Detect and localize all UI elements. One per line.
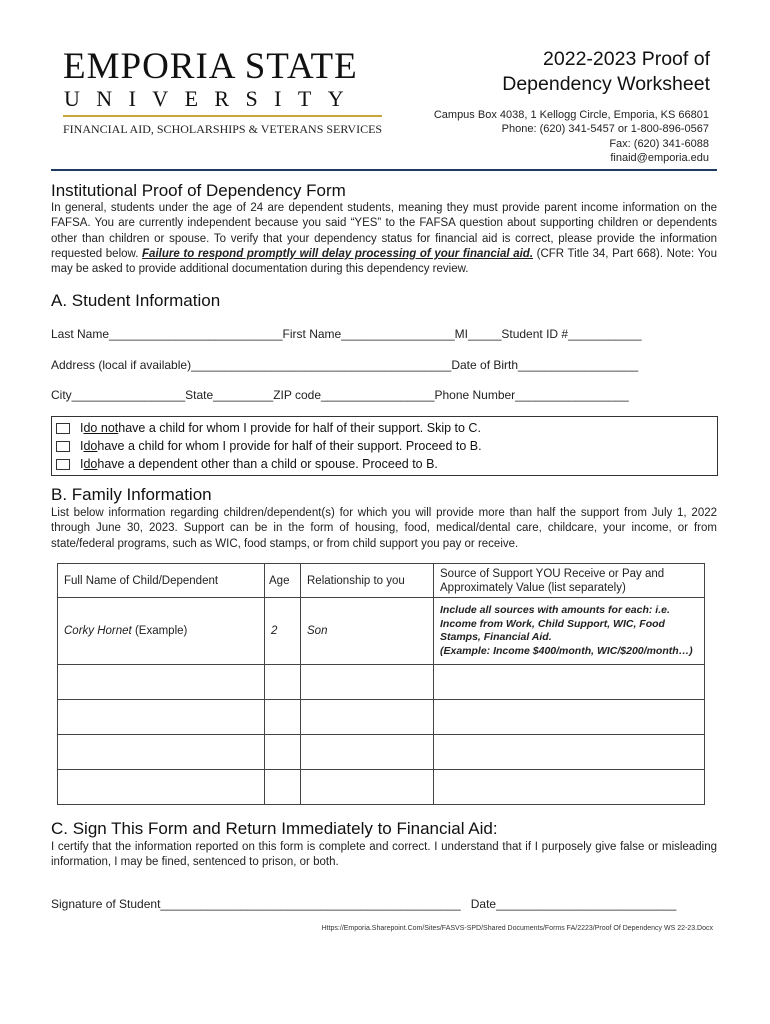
cell-source[interactable] [434, 700, 705, 735]
cell-relationship[interactable] [301, 735, 434, 770]
checkbox-has-child[interactable] [56, 441, 70, 452]
cell-age[interactable] [265, 700, 301, 735]
header-age: Age [265, 564, 301, 598]
intro-warning: Failure to respond promptly will delay processing of your financial aid. [142, 247, 534, 260]
option-no-child-emph: do not [83, 421, 119, 435]
checkbox-no-child[interactable] [56, 423, 70, 434]
option-has-child-pre: I [80, 439, 84, 453]
table-row[interactable] [58, 700, 705, 735]
worksheet-title-line1: 2022-2023 Proof of [543, 48, 710, 70]
option-has-child-emph: do [83, 439, 98, 453]
table-row[interactable] [58, 770, 705, 805]
example-name-value: Corky Hornet [64, 625, 132, 637]
contact-fax: Fax: (620) 341-6088 [609, 137, 709, 150]
option-other-dependent-post: have a dependent other than a child or spouse. Proceed to B. [97, 457, 438, 471]
option-no-child-pre: I [80, 421, 84, 435]
table-row-example [58, 598, 705, 665]
footer-path: Https://Emporia.Sharepoint.Com/Sites/FASVS-SPD/Shared Documents/Forms FA/2223/Proof Of Dependency WS 22-23.Docx [321, 925, 713, 932]
header-divider [51, 169, 717, 171]
cell-name[interactable] [58, 665, 265, 700]
student-address-fields[interactable]: Address (local if available)_______________________________________Date of Birth__________________ [51, 358, 639, 372]
section-c-paragraph: I certify that the information reported on this form is complete and correct. I understand that if I purposely give false or misleading information, I may be fined, sentenced to prison, or both. [51, 841, 717, 869]
table-header-row [58, 564, 705, 598]
option-has-child-post: have a child for whom I provide for half of their support. Proceed to B. [97, 439, 482, 453]
section-c-heading: C. Sign This Form and Return Immediately to Financial Aid: [51, 819, 498, 838]
logo-title: EMPORIA STATE [63, 46, 358, 87]
header-relationship: Relationship to you [301, 564, 434, 598]
cell-name[interactable] [58, 770, 265, 805]
signature-field[interactable]: Signature of Student_____________________________________________ [51, 897, 461, 911]
section-b-heading: B. Family Information [51, 485, 212, 504]
intro-paragraph [51, 201, 717, 277]
option-has-child[interactable] [56, 439, 482, 453]
intro-tail: (CFR Title 34, Part 668). Note: You may be asked to provide additional documentation during this dependency review. [51, 247, 717, 276]
signature-row[interactable] [51, 897, 676, 911]
table-row[interactable] [58, 735, 705, 770]
option-other-dependent-emph: do [83, 457, 98, 471]
form-title: Institutional Proof of Dependency Form [51, 181, 346, 200]
cell-source[interactable] [434, 770, 705, 805]
cell-age[interactable] [265, 770, 301, 805]
cell-name[interactable] [58, 700, 265, 735]
student-name-fields[interactable]: Last Name__________________________First Name_________________MI_____Student ID #___________ [51, 327, 642, 341]
cell-relationship[interactable] [301, 665, 434, 700]
table-row[interactable] [58, 665, 705, 700]
cell-name[interactable] [58, 735, 265, 770]
cell-age[interactable] [265, 735, 301, 770]
header-source: Source of Support YOU Receive or Pay and Approximately Value (list separately) [434, 564, 705, 598]
logo-department: FINANCIAL AID, SCHOLARSHIPS & VETERANS SERVICES [63, 122, 383, 136]
option-other-dependent-pre: I [80, 457, 84, 471]
option-no-child[interactable] [56, 421, 481, 435]
option-other-dependent[interactable] [56, 457, 438, 471]
logo-divider [63, 115, 382, 117]
contact-block [434, 108, 709, 165]
header-name: Full Name of Child/Dependent [58, 564, 265, 598]
cell-source[interactable] [434, 735, 705, 770]
section-a-heading: A. Student Information [51, 291, 221, 310]
logo-subtitle-university: UNIVERSITY [64, 86, 360, 111]
checkbox-other-dependent[interactable] [56, 459, 70, 470]
cell-relationship[interactable] [301, 700, 434, 735]
example-source [434, 598, 705, 665]
cell-relationship[interactable] [301, 770, 434, 805]
cell-age[interactable] [265, 665, 301, 700]
date-field[interactable]: Date___________________________ [470, 897, 677, 911]
student-city-fields[interactable]: City_________________State_________ZIP code_________________Phone Number_________________ [51, 388, 629, 402]
section-b-paragraph: List below information regarding children/dependent(s) for which you will provide more than half the support from July 1, 2022 through June 30, 2023. Support can be in the form of housing, food, medical/dental care, childcare, your income, or from state/federal programs, such as WIC, food stamps, or from child support you pay or receive. [51, 507, 717, 550]
example-name [58, 598, 265, 665]
cell-source[interactable] [434, 665, 705, 700]
contact-phone: Phone: (620) 341-5457 or 1-800-896-0567 [501, 123, 709, 136]
dependents-table [57, 563, 705, 805]
example-source-example: (Example: Income $400/month, WIC/$200/month…) [440, 644, 693, 657]
contact-email[interactable]: finaid@emporia.edu [610, 151, 709, 164]
example-relationship: Son [301, 598, 434, 665]
example-age: 2 [265, 598, 301, 665]
example-name-suffix: (Example) [131, 625, 188, 637]
intro-text: In general, students under the age of 24 are dependent students, meaning they must provide parent income information on the FAFSA. You are currently independent because you said “YES” to the FAFSA question about supporting children or dependents other than children or spouse. To verify that your dependency status for financial aid is correct, please provide the information requested below. [51, 202, 717, 260]
contact-address: Campus Box 4038, 1 Kellogg Circle, Emporia, KS 66801 [433, 109, 709, 121]
example-source-note: Include all sources with amounts for each: i.e. Income from Work, Child Support, WIC, Food Stamps, Financial Aid. [440, 604, 670, 643]
option-no-child-post: have a child for whom I provide for half of their support. Skip to C. [118, 421, 481, 435]
worksheet-title-line2: Dependency Worksheet [502, 73, 710, 95]
worksheet-title [450, 47, 710, 97]
